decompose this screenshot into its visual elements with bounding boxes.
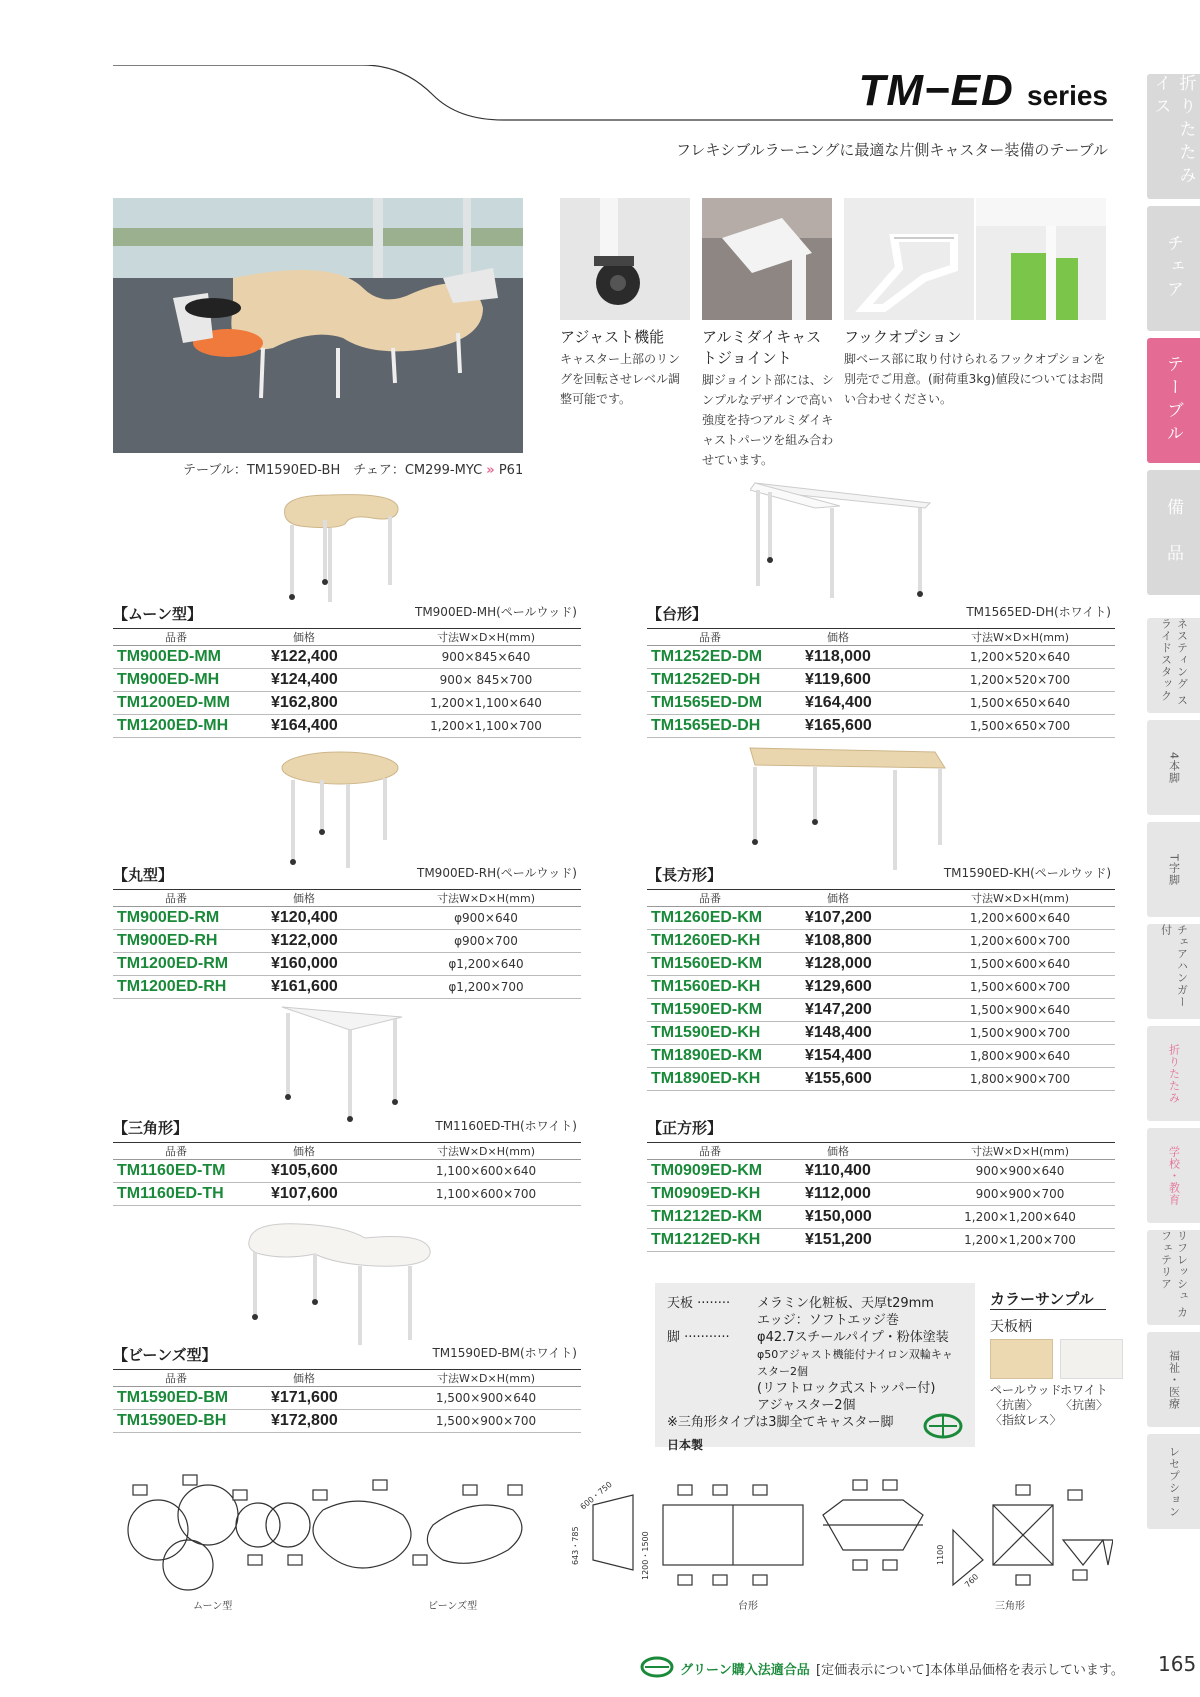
price-table: 品番 価格 寸法W×D×H(mm) TM1590ED-BM ¥171,600 1,500×900×640 TM1590ED-BH ¥172,800 1,500×900×700	[113, 1369, 581, 1433]
price-table: 品番 価格 寸法W×D×H(mm) TM1160ED-TM ¥105,600 1,100×600×640 TM1160ED-TH ¥107,600 1,100×600×700	[113, 1142, 581, 1206]
table-row: TM1200ED-RH ¥161,600 φ1,200×700	[113, 976, 581, 999]
table-row: TM1212ED-KM ¥150,000 1,200×1,200×640	[647, 1206, 1115, 1229]
rect-table-image	[745, 740, 950, 875]
hook-photo-1	[844, 198, 974, 320]
model-caption: TM1590ED-KH(ペールウッド)	[943, 866, 1111, 880]
main-photo-caption: テーブル：TM1590ED-BH チェア：CM299-MYC » P61	[183, 463, 524, 478]
table-row: TM1890ED-KM ¥154,400 1,800×900×640	[647, 1045, 1115, 1068]
svg-text:1200・1500: 1200・1500	[641, 1531, 650, 1580]
joint-photo	[702, 198, 832, 320]
svg-text:1100: 1100	[936, 1544, 945, 1565]
swatch-pale-wood[interactable]	[990, 1339, 1053, 1379]
table-row: TM900ED-MM ¥122,400 900×845×640	[113, 646, 581, 669]
color-sample-title: カラーサンプル	[990, 1290, 1094, 1308]
hook-photo-2	[976, 198, 1106, 320]
round-table-image	[275, 750, 405, 870]
page-link[interactable]: P61	[498, 463, 524, 478]
feature-hook: フックオプション 脚ベース部に取り付けられるフックオプションを別売でご用意。(耐荷重3kg)値段についてはお問い合わせください。	[844, 328, 1106, 406]
tab-chair-hanger[interactable]: チェアハンガー付	[1147, 924, 1200, 1019]
table-row: TM1252ED-DM ¥118,000 1,200×520×640	[647, 646, 1115, 669]
model-caption: TM1565ED-DH(ホワイト)	[966, 605, 1111, 619]
plan-label-triangle: 三角形	[995, 1601, 1025, 1612]
model-caption: TM900ED-RH(ペールウッド)	[417, 866, 577, 880]
plan-label-moon: ムーン型	[193, 1601, 233, 1612]
table-row: TM1890ED-KH ¥155,600 1,800×900×700	[647, 1068, 1115, 1091]
table-row: TM1590ED-BH ¥172,800 1,500×900×700	[113, 1410, 581, 1433]
table-row: TM900ED-RH ¥122,000 φ900×700	[113, 930, 581, 953]
table-row: TM1200ED-MH ¥164,400 1,200×1,100×700	[113, 715, 581, 738]
green-purchase-icon	[923, 1413, 963, 1439]
table-row: TM1560ED-KM ¥128,000 1,500×600×640	[647, 953, 1115, 976]
series-title: TM−ED series	[858, 66, 1108, 115]
model-caption: TM900ED-MH(ペールウッド)	[414, 605, 577, 619]
table-row: TM0909ED-KH ¥112,000 900×900×700	[647, 1183, 1115, 1206]
table-row: TM1252ED-DH ¥119,600 1,200×520×700	[647, 669, 1115, 692]
table-row: TM1590ED-KH ¥148,400 1,500×900×700	[647, 1022, 1115, 1045]
table-row: TM1560ED-KH ¥129,600 1,500×600×700	[647, 976, 1115, 999]
price-table: 品番 価格 寸法W×D×H(mm) TM1260ED-KM ¥107,200 1,200×600×640 TM1260ED-KH ¥108,800 1,200×600×700 TM1560ED-KM ¥128,000 1,500×600×640 TM1560ED-KH ¥129,600 1,500×600×700 TM1590ED-KM ¥147,200 1,500×900×640 TM1590ED-KH ¥148,400 1,500×900×700 TM1890ED-KM ¥154,400 1,800×900×640 TM1890ED-KH ¥155,600 1,800×900×700	[647, 889, 1115, 1091]
green-mark-icon	[640, 1656, 674, 1678]
model-caption: TM1160ED-TH(ホワイト)	[435, 1119, 577, 1133]
trapezoid-table-image	[750, 478, 935, 603]
moon-table-image	[280, 490, 410, 605]
main-photo	[113, 198, 523, 453]
table-row: TM900ED-RM ¥120,400 φ900×640	[113, 907, 581, 930]
tab-fixtures[interactable]: 備 品	[1147, 470, 1200, 595]
plan-label-beans: ビーンズ型	[428, 1601, 478, 1612]
svg-text:643・785: 643・785	[571, 1526, 580, 1565]
svg-text:760: 760	[963, 1572, 981, 1590]
price-note: [定価表示について]本体単品価格を表示しています。	[816, 1663, 1124, 1678]
color-subtitle: 天板柄	[990, 1319, 1032, 1335]
feature-joint: アルミダイキャストジョイント 脚ジョイント部には、シンプルなデザインで高い強度を持つアルミダイキャストパーツを組み合わせています。	[702, 328, 834, 467]
table-row: TM1260ED-KM ¥107,200 1,200×600×640	[647, 907, 1115, 930]
model-caption: TM1590ED-BM(ホワイト)	[432, 1346, 577, 1360]
price-table: 品番 価格 寸法W×D×H(mm) TM900ED-MM ¥122,400 900×845×640 TM900ED-MH ¥124,400 900× 845×700 TM1200ED-MM ¥162,800 1,200×1,100×640 TM1200ED-MH ¥164,400 1,200×1,100×700	[113, 628, 581, 738]
tab-school[interactable]: 学校・教育	[1147, 1128, 1200, 1223]
shape-name: 【長方形】	[647, 866, 723, 884]
shape-name: 【ムーン型】	[113, 605, 202, 623]
swatch-white[interactable]	[1060, 1339, 1123, 1379]
beans-table-image	[245, 1220, 435, 1350]
tab-refresh-cafeteria[interactable]: リフレッシュ カフェテリア	[1147, 1230, 1200, 1325]
tab-table[interactable]: テーブル	[1147, 338, 1200, 463]
tab-welfare-medical[interactable]: 福祉・医療	[1147, 1332, 1200, 1427]
shape-name: 【ビーンズ型】	[113, 1346, 217, 1364]
feature-adjust: アジャスト機能 キャスター上部のリングを回転させレベル調整可能です。	[560, 328, 681, 406]
shape-name: 【台形】	[647, 605, 708, 623]
tab-chair[interactable]: チェア	[1147, 206, 1200, 331]
triangle-table-image	[280, 1005, 410, 1125]
series-subtitle: フレキシブルラーニングに最適な片側キャスター装備のテーブル	[675, 141, 1108, 159]
price-table: 品番 価格 寸法W×D×H(mm) TM1252ED-DM ¥118,000 1,200×520×640 TM1252ED-DH ¥119,600 1,200×520×700 TM1565ED-DM ¥164,400 1,500×650×640 TM1565ED-DH ¥165,600 1,500×650×700	[647, 628, 1115, 738]
tab-reception[interactable]: レセプション	[1147, 1434, 1200, 1529]
caster-photo	[560, 198, 690, 320]
tab-folding-chair[interactable]: 折りたたみイス	[1147, 74, 1200, 199]
tab-t-leg[interactable]: T字脚	[1147, 822, 1200, 917]
color-rule	[990, 1309, 1106, 1310]
table-row: TM900ED-MH ¥124,400 900× 845×700	[113, 669, 581, 692]
table-row: TM1565ED-DH ¥165,600 1,500×650×700	[647, 715, 1115, 738]
table-row: TM1200ED-RM ¥160,000 φ1,200×640	[113, 953, 581, 976]
table-row: TM1200ED-MM ¥162,800 1,200×1,100×640	[113, 692, 581, 715]
layout-plans	[113, 1470, 1113, 1595]
table-row: TM1160ED-TM ¥105,600 1,100×600×640	[113, 1160, 581, 1183]
tab-four-leg[interactable]: 4本脚	[1147, 720, 1200, 815]
swatch-white-label: ホワイト 〈抗菌〉	[1060, 1383, 1109, 1412]
swatch-pale-wood-label: ペールウッド 〈抗菌〉 〈指紋レス〉	[990, 1383, 1062, 1427]
spec-box: 天板 ········ メラミン化粧板、天厚t29mm エッジ：ソフトエッジ巻 脚 ··········· φ42.7スチールパイプ・粉体塗装 φ50アジャスト機能付ナイロン双輪キャスター2個 (リフトロック式ストッパー付) アジャスター2個 ※三角形タイプは3脚全てキャスター脚 日本製	[655, 1283, 975, 1447]
page-number: 165	[1158, 1652, 1197, 1676]
price-table: 品番 価格 寸法W×D×H(mm) TM900ED-RM ¥120,400 φ900×640 TM900ED-RH ¥122,000 φ900×700 TM1200ED-RM ¥160,000 φ1,200×640 TM1200ED-RH ¥161,600 φ1,200×700	[113, 889, 581, 999]
table-row: TM0909ED-KM ¥110,400 900×900×640	[647, 1160, 1115, 1183]
table-row: TM1590ED-KM ¥147,200 1,500×900×640	[647, 999, 1115, 1022]
shape-name: 【三角形】	[113, 1119, 189, 1137]
svg-text:600・750: 600・750	[578, 1479, 614, 1512]
shape-name: 【正方形】	[647, 1119, 723, 1137]
tab-nesting[interactable]: ネスティング スライドスタック	[1147, 618, 1200, 713]
shape-name: 【丸型】	[113, 866, 174, 884]
table-row: TM1565ED-DM ¥164,400 1,500×650×640	[647, 692, 1115, 715]
table-row: TM1212ED-KH ¥151,200 1,200×1,200×700	[647, 1229, 1115, 1252]
table-row: TM1160ED-TH ¥107,600 1,100×600×700	[113, 1183, 581, 1206]
plan-label-trapezoid: 台形	[738, 1601, 758, 1612]
table-row: TM1260ED-KH ¥108,800 1,200×600×700	[647, 930, 1115, 953]
table-row: TM1590ED-BM ¥171,600 1,500×900×640	[113, 1387, 581, 1410]
green-purchase-label: グリーン購入法適合品	[680, 1663, 810, 1678]
tab-folding[interactable]: 折りたたみ	[1147, 1026, 1200, 1121]
price-table: 品番 価格 寸法W×D×H(mm) TM0909ED-KM ¥110,400 900×900×640 TM0909ED-KH ¥112,000 900×900×700 TM1212ED-KM ¥150,000 1,200×1,200×640 TM1212ED-KH ¥151,200 1,200×1,200×700	[647, 1142, 1115, 1252]
made-in-japan: 日本製	[667, 1438, 704, 1452]
